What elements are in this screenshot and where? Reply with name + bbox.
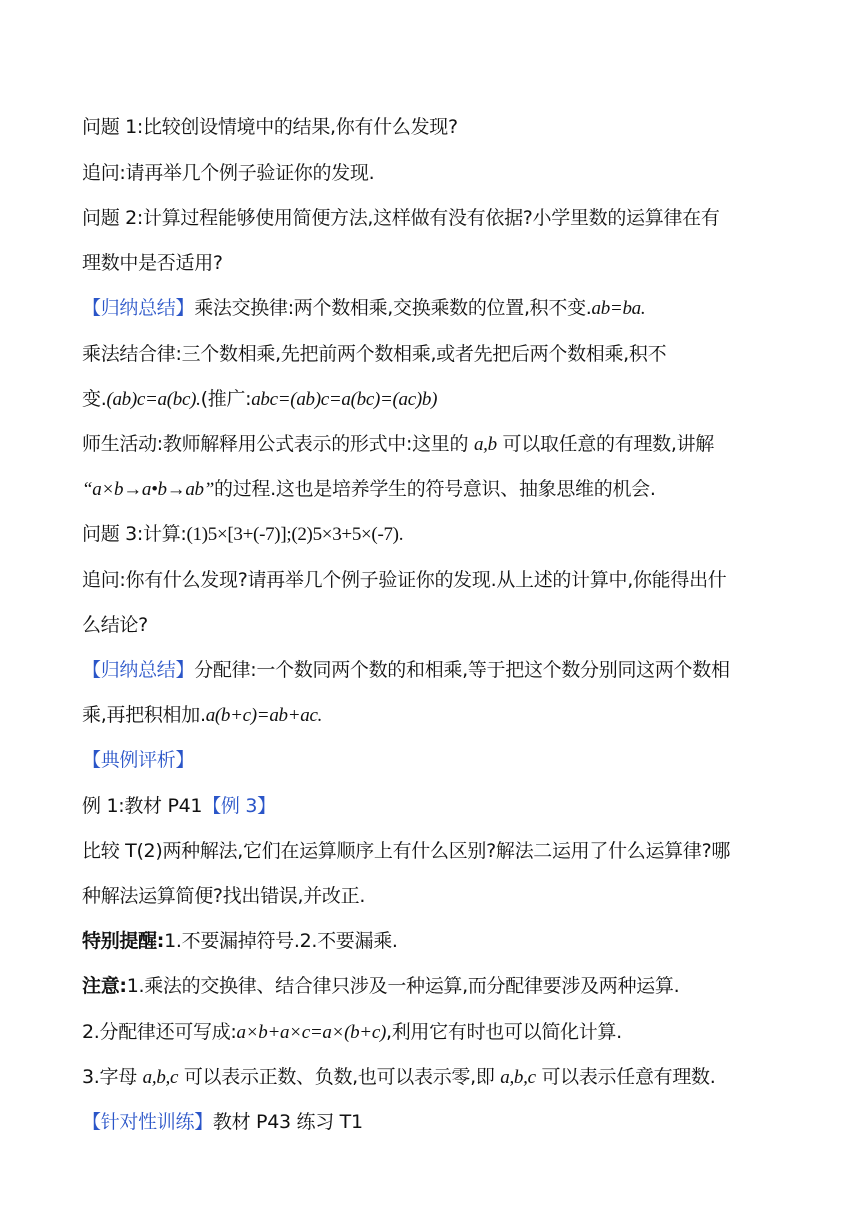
compare-methods: 比较 T(2)两种解法,它们在运算顺序上有什么区别?解法二运用了什么运算律?哪 [82, 840, 731, 862]
special-reminder: 特别提醒:1.不要漏掉符号.2.不要漏乘. [82, 930, 398, 952]
summary-tag: 【归纳总结】 [82, 659, 195, 681]
summary-distributive-cont: 乘,再把积相加.a(b+c)=ab+ac. [82, 704, 323, 726]
formula: a×b+a×c=a×(b+c) [236, 1022, 386, 1043]
question-2: 问题 2:计算过程能够使用简便方法,这样做有没有依据?小学里数的运算律在有 [82, 207, 720, 229]
teacher-activity: 师生活动:教师解释用公式表示的形式中:这里的 a,b 可以取任意的有理数,讲解 [82, 433, 714, 455]
targeted-training: 【针对性训练】教材 P43 练习 T1 [82, 1111, 363, 1133]
follow-up-1: 追问:请再举几个例子验证你的发现. [82, 162, 375, 184]
note-1: 注意:1.乘法的交换律、结合律只涉及一种运算,而分配律要涉及两种运算. [82, 975, 680, 997]
question-1: 问题 1:比较创设情境中的结果,你有什么发现? [82, 116, 458, 138]
formula: abc=(ab)c=a(bc)=(ac)b) [251, 389, 438, 410]
note-2: 2.分配律还可写成:a×b+a×c=a×(b+c),利用它有时也可以简化计算. [82, 1021, 622, 1043]
formula: ab=ba. [591, 298, 646, 319]
teacher-activity-cont: “a×b→a•b→ab”的过程.这也是培养学生的符号意识、抽象思维的机会. [82, 478, 656, 500]
follow-up-3: 追问:你有什么发现?请再举几个例子验证你的发现.从上述的计算中,你能得出什 [82, 569, 727, 591]
example-tag: 【例 3】 [202, 795, 276, 817]
associative-law: 乘法结合律:三个数相乘,先把前两个数相乘,或者先把后两个数相乘,积不 [82, 343, 667, 365]
summary-distributive: 【归纳总结】分配律:一个数同两个数的和相乘,等于把这个数分别同这两个数相 [82, 659, 730, 681]
question-2-cont: 理数中是否适用? [82, 252, 223, 274]
associative-law-cont: 变.(ab)c=a(bc).(推广:abc=(ab)c=a(bc)=(ac)b) [82, 388, 438, 410]
question-3: 问题 3:计算:(1)5×[3+(-7)];(2)5×3+5×(-7). [82, 523, 404, 545]
example-analysis-heading: 【典例评析】 [82, 749, 195, 771]
formula: a,b,c [500, 1067, 536, 1088]
formula: (1)5×[3+(-7)];(2)5×3+5×(-7). [186, 524, 404, 545]
follow-up-3-cont: 么结论? [82, 614, 148, 636]
note-3: 3.字母 a,b,c 可以表示正数、负数,也可以表示零,即 a,b,c 可以表示任意有理数. [82, 1066, 716, 1088]
summary-commutative: 【归纳总结】乘法交换律:两个数相乘,交换乘数的位置,积不变.ab=ba. [82, 297, 646, 319]
example-1: 例 1:教材 P41【例 3】 [82, 795, 276, 817]
formula: (ab)c=a(bc). [106, 389, 201, 410]
compare-methods-cont: 种解法运算简便?找出错误,并改正. [82, 885, 366, 907]
training-tag: 【针对性训练】 [82, 1111, 213, 1133]
summary-tag: 【归纳总结】 [82, 297, 195, 319]
formula: a,b,c [142, 1067, 179, 1088]
formula: “a×b→a•b→ab” [82, 479, 215, 500]
formula: a,b [473, 434, 497, 455]
formula: a(b+c)=ab+ac. [205, 705, 323, 726]
